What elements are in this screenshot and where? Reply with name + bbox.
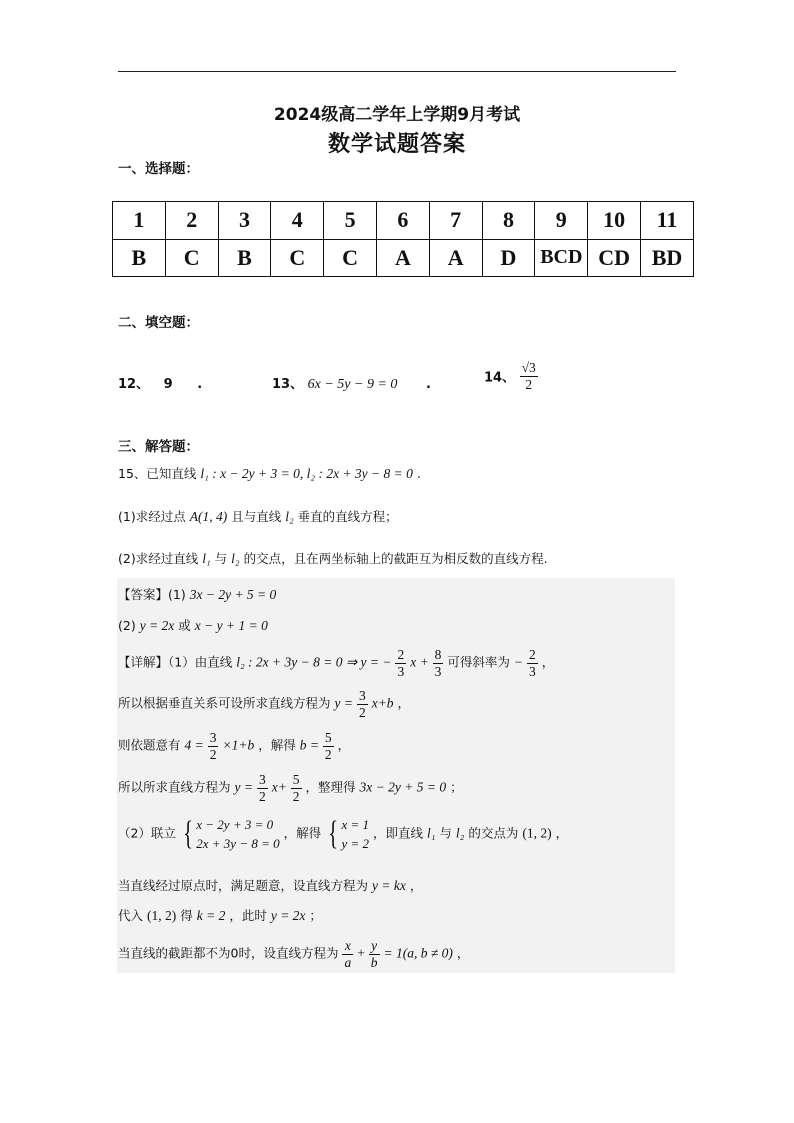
detail-math: l₂ <box>455 825 465 841</box>
detail-line-5 <box>118 815 568 853</box>
numerator: 2 <box>397 647 405 662</box>
q15-part2-line1: l₁ <box>202 551 211 566</box>
denominator: 3 <box>397 663 405 679</box>
answer-cell: BCD <box>535 239 588 277</box>
exam-title: 2024级高二学年上学期9月考试 <box>273 105 521 125</box>
answer-1-label: (1) <box>168 587 186 602</box>
detail-punct: ； <box>309 908 322 923</box>
detail-math: l₁ <box>426 825 436 841</box>
detail-math: l₂ : 2x + 3y − 8 = 0 ⇒ y = − <box>236 654 392 670</box>
question-number: 7 <box>429 202 482 240</box>
answer-cell: BD <box>641 239 694 277</box>
solution-answer-2 <box>118 616 268 634</box>
detail-text: 得 <box>180 908 193 923</box>
fraction <box>395 647 406 679</box>
answer-2-label: (2) <box>118 618 136 633</box>
left-brace-icon: { <box>328 815 339 852</box>
detail-text: 可得斜率为 <box>447 654 510 670</box>
detail-math: − <box>513 654 524 670</box>
q12-answer: 9 <box>163 377 173 392</box>
section-multiple-choice-title: 一、选择题： <box>118 161 199 177</box>
detail-text: ，解得 <box>283 825 322 841</box>
q15-part2-text: 的交点，且在两坐标轴上的截距互为相反数的直线方程. <box>243 551 548 566</box>
denominator: 2 <box>324 746 332 762</box>
answer-tag: 【答案】 <box>118 587 169 602</box>
detail-math: (1, 2) <box>522 825 552 841</box>
system-equations <box>196 815 279 853</box>
detail-text: 与 <box>439 825 452 841</box>
q15-part2-text: (2)求经过直线 <box>118 551 199 566</box>
detail-math: 4 = <box>184 737 204 753</box>
answer-2-equation-a: y = 2x <box>139 618 175 633</box>
detail-text: 所以根据垂直关系可设所求直线方程为 <box>118 695 331 711</box>
q15-part2 <box>118 549 548 567</box>
numerator: 3 <box>358 688 366 703</box>
q13-end: . <box>425 377 431 392</box>
question-number: 1 <box>113 202 166 240</box>
q13-answer: 6x − 5y − 9 = 0 <box>307 377 398 392</box>
detail-text: 所以所求直线方程为 <box>118 779 231 795</box>
detail-line-1 <box>118 647 554 679</box>
detail-punct: ， <box>541 654 555 670</box>
section-fill-blank-title: 二、填空题： <box>118 315 199 331</box>
q14-label: 14、 <box>484 370 516 386</box>
system-solutions <box>341 815 369 853</box>
detail-math: k = 2 <box>196 908 226 923</box>
answer-cell: CD <box>588 239 641 277</box>
detail-text: 当直线经过原点时，满足题意，设直线方程为 <box>118 878 369 893</box>
detail-line-2 <box>118 688 410 720</box>
fraction <box>342 938 353 970</box>
detail-math: y = <box>334 695 353 711</box>
fraction <box>257 772 268 804</box>
answer-cell: D <box>482 239 535 277</box>
detail-text: ，此时 <box>229 908 267 923</box>
detail-math: x+ <box>271 779 287 795</box>
q13-label: 13、 <box>272 377 304 392</box>
fraction <box>323 730 334 762</box>
q12-label: 12、 <box>118 377 150 392</box>
answer-cell: C <box>324 239 377 277</box>
detail-line-4 <box>118 772 463 804</box>
q15-stem <box>118 464 421 482</box>
solution-x: x = 1 <box>341 817 369 832</box>
detail-text: ，即直线 <box>372 825 423 841</box>
answer-cell: C <box>271 239 324 277</box>
answer-row <box>113 239 694 277</box>
detail-punct: ， <box>397 695 411 711</box>
detail-line-6 <box>118 876 422 894</box>
fraction <box>291 772 302 804</box>
detail-math: y = kx <box>372 878 406 893</box>
detail-line-8 <box>118 938 469 970</box>
q15-part1-point: A(1, 4) <box>189 509 228 524</box>
q15-part1 <box>118 507 398 525</box>
question-number: 9 <box>535 202 588 240</box>
answer-1-equation: 3x − 2y + 5 = 0 <box>189 587 277 602</box>
fraction <box>433 647 444 679</box>
denominator: 3 <box>529 663 536 679</box>
denominator: 2 <box>209 746 217 762</box>
denominator: 2 <box>292 788 300 804</box>
q15-part1-text: (1)求经过点 <box>118 509 186 524</box>
q15-part1-text: 垂直的直线方程； <box>297 509 398 524</box>
detail-line-3 <box>118 730 350 762</box>
q15-part2-line2: l₂ <box>231 551 240 566</box>
equation-system <box>180 815 280 853</box>
fill-q14 <box>484 360 538 392</box>
solution-y: y = 2 <box>341 836 369 851</box>
answer-cell: B <box>218 239 271 277</box>
q12-end: . <box>197 377 203 392</box>
detail-punct: ， <box>456 945 470 961</box>
top-rule <box>118 71 676 72</box>
denominator: b <box>370 954 378 970</box>
q15-stem-math: l₁ : x − 2y + 3 = 0, l₂ : 2x + 3y − 8 = 0 <box>200 466 413 481</box>
detail-text: 则依题意有 <box>118 737 181 753</box>
question-number: 11 <box>641 202 694 240</box>
fraction <box>208 730 219 762</box>
detail-punct: ， <box>409 878 423 893</box>
detail-text: （1）由直线 <box>168 654 233 670</box>
question-number: 5 <box>324 202 377 240</box>
detail-punct: ， <box>555 825 569 841</box>
detail-math: y = 2x <box>270 908 306 923</box>
fraction <box>369 938 380 970</box>
q14-fraction <box>520 360 538 392</box>
detail-punct: ； <box>450 779 463 795</box>
answer-cell: B <box>113 239 166 277</box>
detail-text: 的交点为 <box>468 825 519 841</box>
fill-q13 <box>272 373 431 393</box>
q15-part1-text: 且与直线 <box>231 509 282 524</box>
numerator: 8 <box>434 647 442 662</box>
question-number: 8 <box>482 202 535 240</box>
numerator: 2 <box>529 647 536 662</box>
numerator: 3 <box>258 772 266 787</box>
q15-stem-end: . <box>416 466 421 481</box>
detail-math: 3x − 2y + 5 = 0 <box>359 779 447 795</box>
q14-numerator: √3 <box>521 360 536 375</box>
detail-math: b = <box>299 737 319 753</box>
answer-cell: A <box>376 239 429 277</box>
detail-math: x+b <box>371 695 394 711</box>
question-number: 10 <box>588 202 641 240</box>
answer-2-or: 或 <box>178 618 191 633</box>
detail-text: ，解得 <box>258 737 296 753</box>
detail-tag: 【详解】 <box>118 654 169 670</box>
section-problems-title: 三、解答题： <box>118 439 199 455</box>
fraction <box>527 647 538 679</box>
detail-text: 当直线的截距都不为0时，设直线方程为 <box>118 945 339 961</box>
detail-math: ×1+b <box>222 737 255 753</box>
question-number: 4 <box>271 202 324 240</box>
q15-part2-text: 与 <box>214 551 228 566</box>
question-number: 3 <box>218 202 271 240</box>
numerator: 5 <box>324 730 332 745</box>
left-brace-icon: { <box>183 815 193 852</box>
q15-part1-line: l₂ <box>285 509 294 524</box>
detail-text: （2）联立 <box>118 825 176 841</box>
solution-system <box>325 815 369 853</box>
fraction <box>357 688 368 720</box>
answer-2-equation-b: x − y + 1 = 0 <box>194 618 268 633</box>
numerator: 3 <box>209 730 217 745</box>
detail-line-7 <box>118 906 322 924</box>
q14-denominator: 2 <box>525 376 533 392</box>
detail-math: (1, 2) <box>147 908 177 923</box>
solution-answer-1 <box>118 585 276 603</box>
answer-cell: A <box>429 239 482 277</box>
detail-text: ，整理得 <box>305 779 356 795</box>
denominator: 2 <box>258 788 266 804</box>
detail-punct: ， <box>337 737 351 753</box>
fill-q12 <box>118 373 202 392</box>
numerator: 5 <box>292 772 300 787</box>
numerator: x <box>342 938 353 955</box>
detail-math: = 1(a, b ≠ 0) <box>383 945 453 961</box>
answer-cell: C <box>165 239 218 277</box>
system-eq-2: 2x + 3y − 8 = 0 <box>196 836 280 851</box>
detail-math: + <box>357 945 365 961</box>
answer-table <box>112 201 694 277</box>
question-number: 2 <box>165 202 218 240</box>
denominator: 3 <box>434 663 442 679</box>
question-number-row <box>113 202 694 240</box>
detail-text: 代入 <box>118 908 144 923</box>
system-eq-1: x − 2y + 3 = 0 <box>196 817 274 832</box>
detail-math: y = <box>234 779 253 795</box>
q15-stem-text: 15、已知直线 <box>118 466 197 481</box>
denominator: 2 <box>358 704 366 720</box>
numerator: y <box>369 938 380 955</box>
question-number: 6 <box>376 202 429 240</box>
denominator: a <box>344 954 352 970</box>
answer-key-title: 数学试题答案 <box>327 132 466 157</box>
detail-math: x + <box>410 654 429 670</box>
